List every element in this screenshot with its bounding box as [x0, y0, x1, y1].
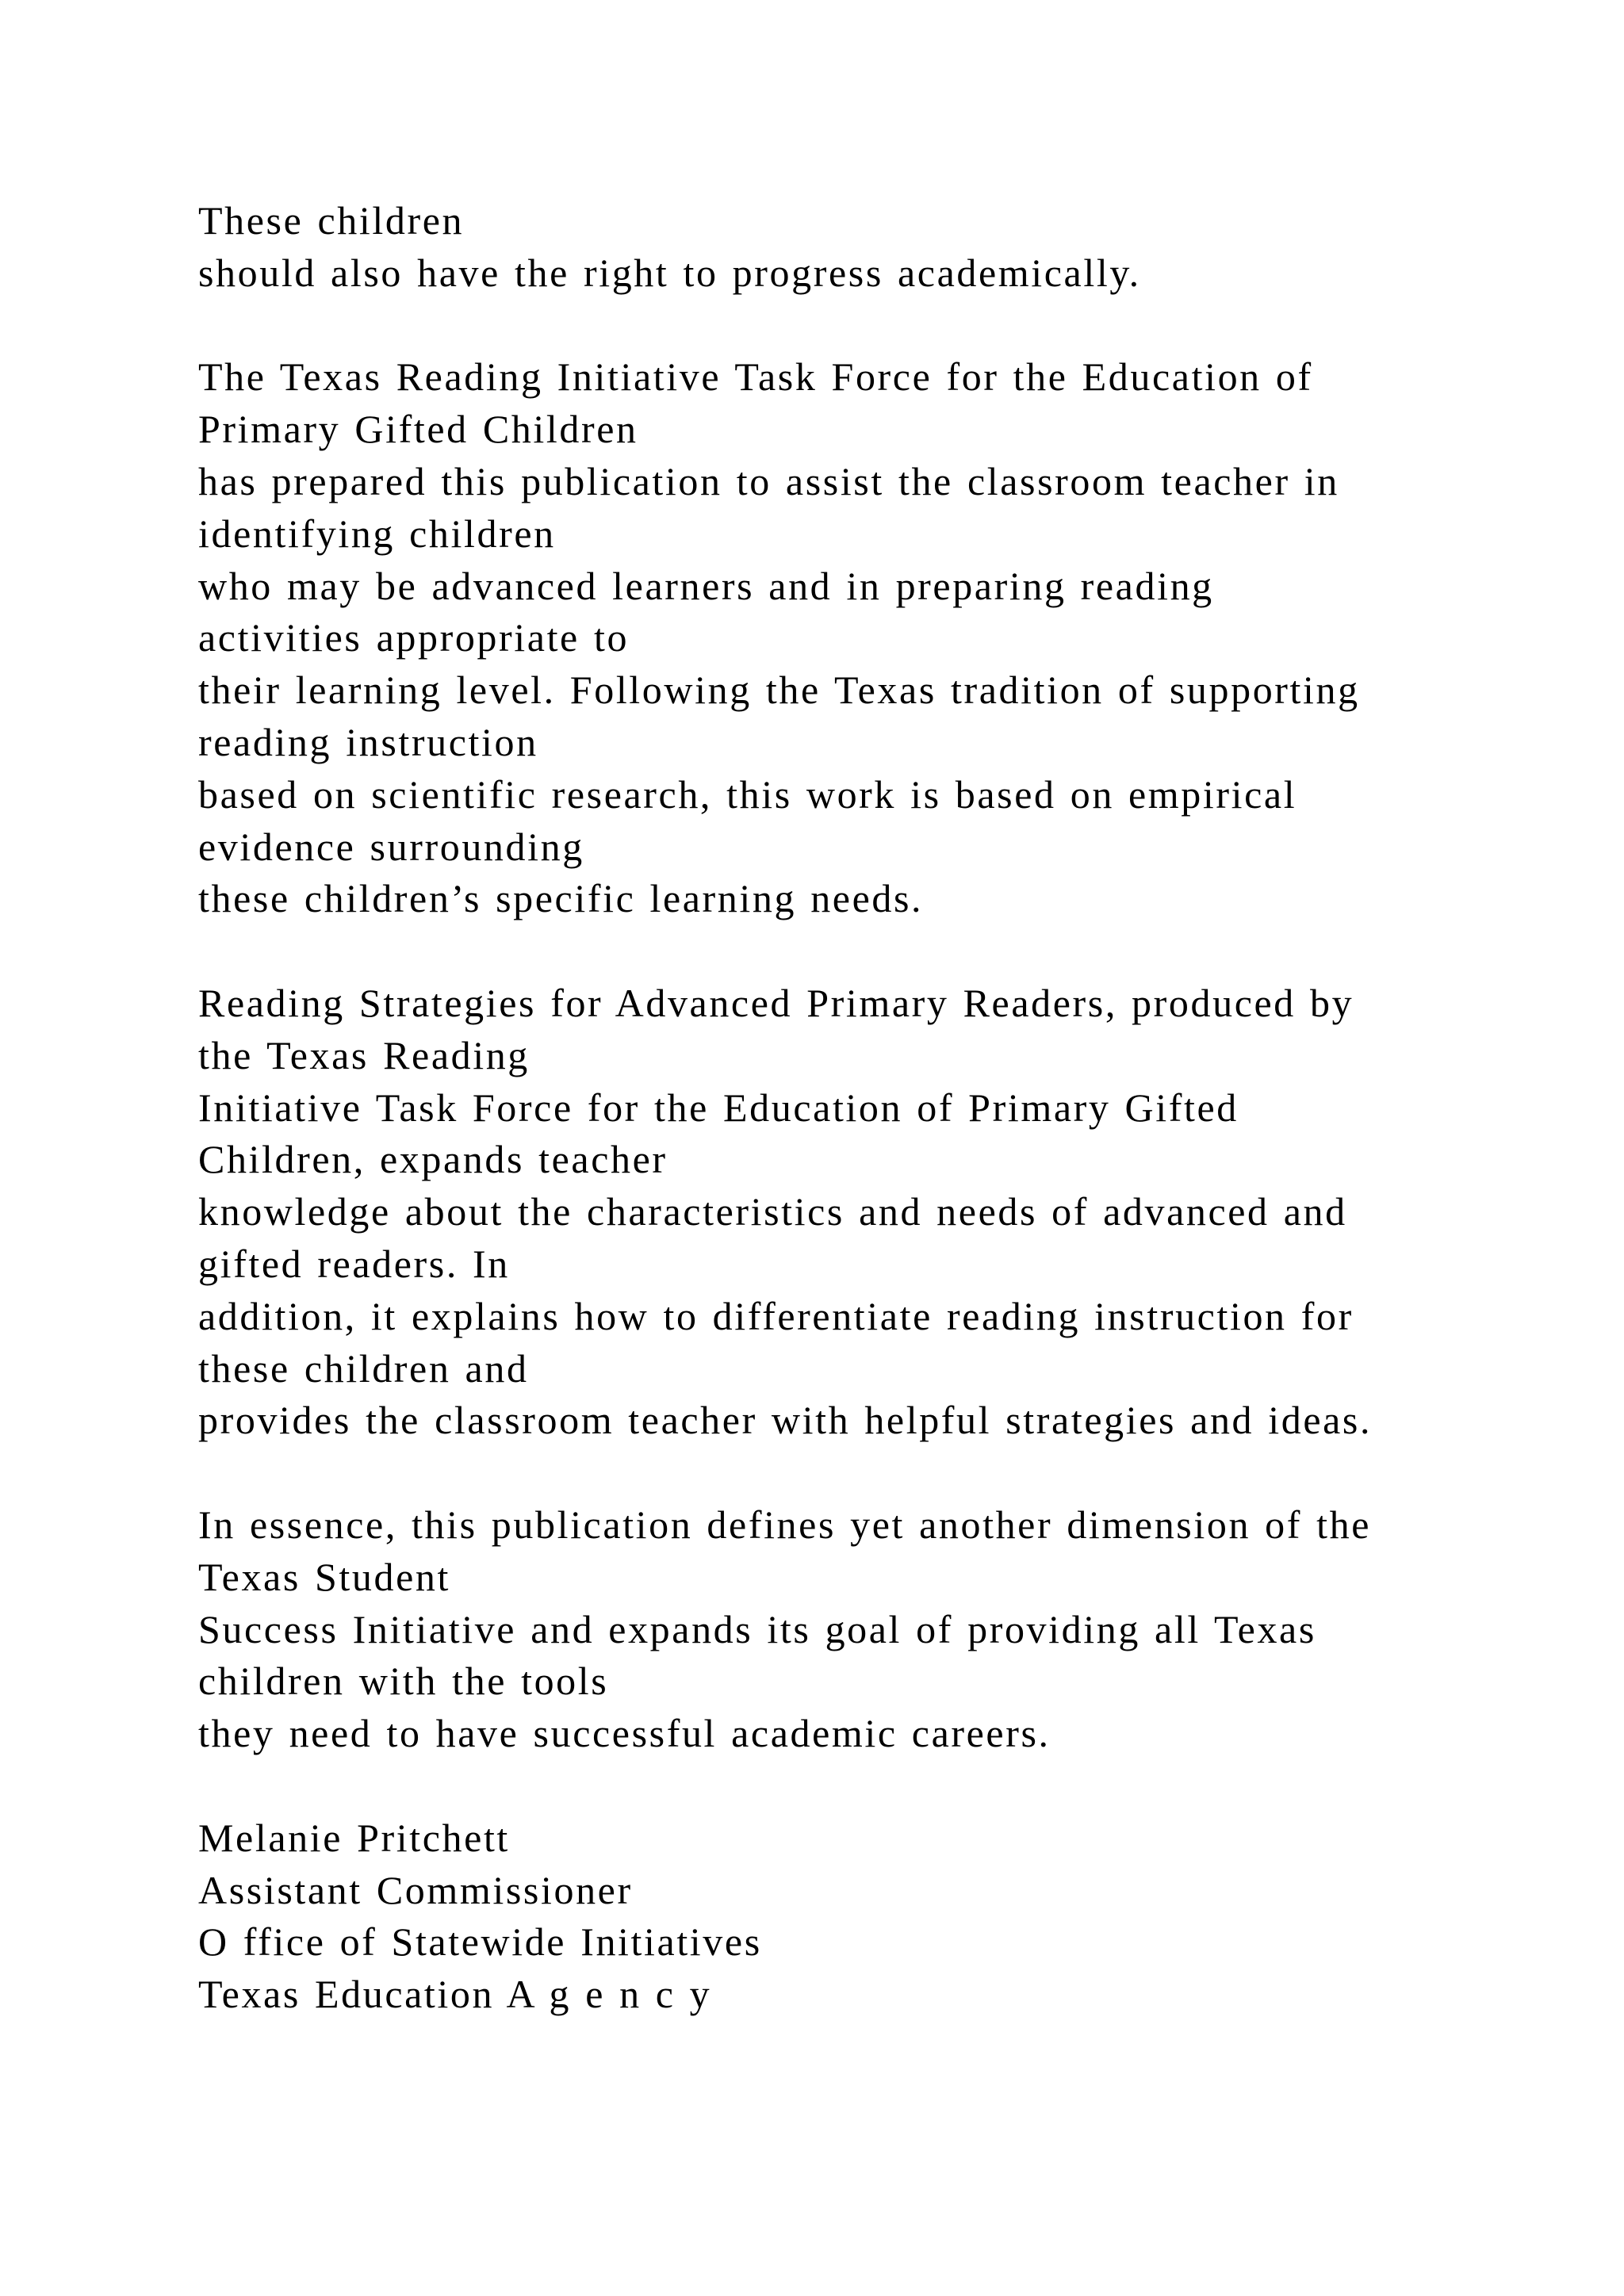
- text-line: evidence surrounding: [198, 824, 584, 869]
- text-line: children with the tools: [198, 1659, 609, 1704]
- text-line: these children and: [198, 1345, 529, 1391]
- signatory-agency: Texas Education A g e n c y: [198, 1972, 712, 2017]
- paragraph-3: [198, 978, 1435, 1447]
- signatory-name: Melanie Pritchett: [198, 1815, 510, 1860]
- text-line: who may be advanced learners and in preparing reading: [198, 563, 1214, 608]
- text-line: reading instruction: [198, 719, 538, 764]
- text-line: has prepared this publication to assist the classroom teacher in: [198, 458, 1339, 503]
- text-line: Children, expands teacher: [198, 1137, 668, 1182]
- text-line: The Texas Reading Initiative Task Force for the Education of: [198, 354, 1313, 400]
- signatory-title: Assistant Commissioner: [198, 1867, 633, 1912]
- paragraph-1: [198, 195, 1435, 300]
- text-line: These children: [198, 198, 465, 243]
- text-line: identifying children: [198, 511, 556, 556]
- text-line: Primary Gifted Children: [198, 407, 638, 452]
- paragraph-2: [198, 351, 1435, 925]
- text-line: In essence, this publication defines yet another dimension of the: [198, 1502, 1371, 1547]
- text-line: based on scientific research, this work is based on empirical: [198, 771, 1297, 817]
- text-line: provides the classroom teacher with helpful strategies and ideas.: [198, 1398, 1373, 1443]
- text-line: the Texas Reading: [198, 1032, 530, 1077]
- text-line: gifted readers. In: [198, 1241, 510, 1286]
- signature-block: [198, 1812, 1435, 2021]
- paragraph-gap: [198, 1447, 1435, 1499]
- signatory-office: O ffice of Statewide Initiatives: [198, 1919, 762, 1965]
- text-line: their learning level. Following the Texas tradition of supporting: [198, 668, 1360, 713]
- text-line: should also have the right to progress academically.: [198, 250, 1141, 295]
- text-line: Success Initiative and expands its goal of providing all Texas: [198, 1606, 1316, 1651]
- text-line: they need to have successful academic careers.: [198, 1711, 1051, 1756]
- text-line: Texas Student: [198, 1554, 450, 1599]
- text-line: activities appropriate to: [198, 615, 630, 660]
- paragraph-4: [198, 1499, 1435, 1760]
- text-line: knowledge about the characteristics and needs of advanced and: [198, 1189, 1347, 1234]
- text-line: Initiative Task Force for the Education of Primary Gifted: [198, 1085, 1239, 1130]
- paragraph-gap: [198, 925, 1435, 978]
- text-line: Reading Strategies for Advanced Primary Readers, produced by: [198, 980, 1354, 1025]
- paragraph-gap: [198, 300, 1435, 352]
- text-line: these children’s specific learning needs.: [198, 876, 924, 921]
- document-body: [198, 195, 1435, 2021]
- paragraph-gap: [198, 1760, 1435, 1812]
- text-line: addition, it explains how to differentiate reading instruction for: [198, 1293, 1354, 1338]
